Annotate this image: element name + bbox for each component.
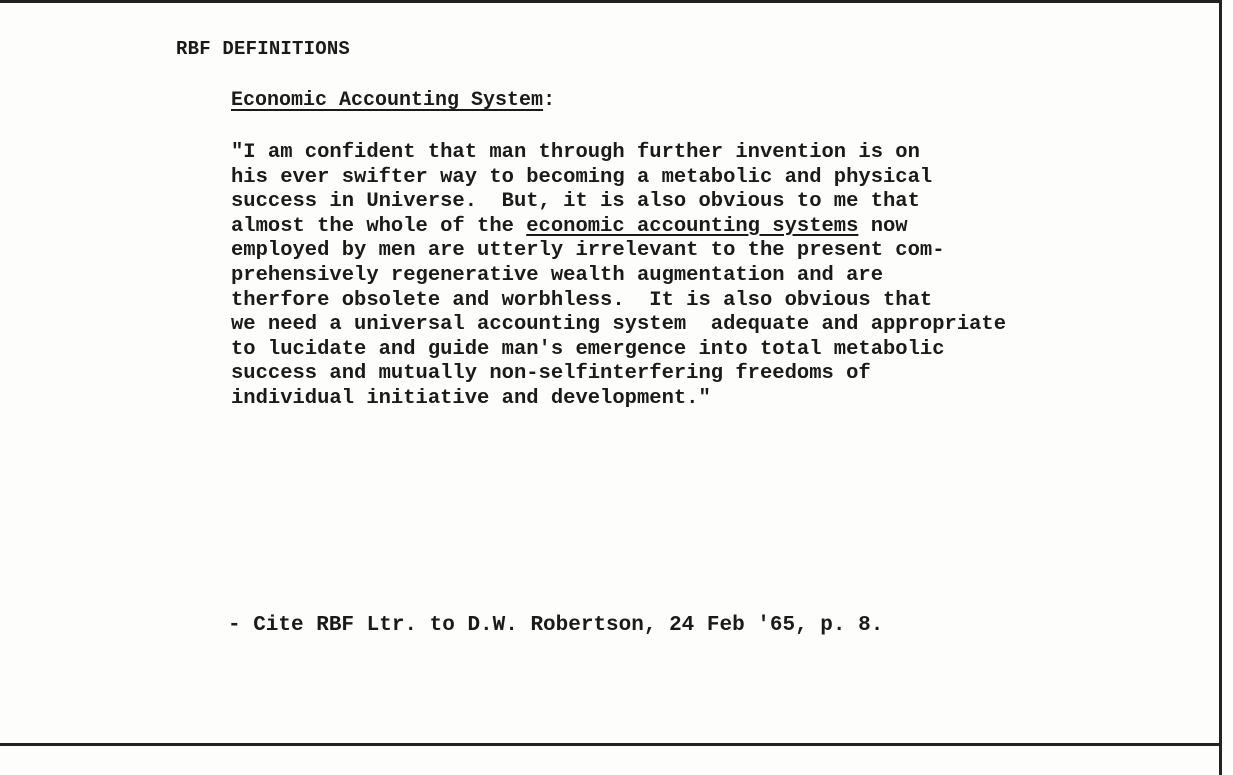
quote-line: success and mutually non-selfinterfering freedoms of [231, 362, 871, 386]
bottom-border-line [0, 743, 1222, 746]
quote-line: we need a universal accounting system adequate and appropriate [231, 313, 1007, 337]
quote-text: now [858, 214, 908, 238]
quote-line [231, 215, 1191, 240]
top-border-line [0, 0, 1222, 3]
quote-text: almost the whole of the [231, 214, 527, 238]
term-heading-colon: : [543, 89, 556, 112]
underlined-phrase: economic accounting systems [526, 214, 859, 238]
citation: - Cite RBF Ltr. to D.W. Robertson, 24 Feb '65, p. 8. [228, 614, 884, 637]
right-border-line [1219, 0, 1222, 775]
quote-line: to lucidate and guide man's emergence into total metabolic [231, 337, 945, 361]
quote-line: prehensively regenerative wealth augmentation and are [231, 263, 884, 287]
quote-line: success in Universe. But, it is also obvious to me that [231, 190, 920, 214]
term-heading-text: Economic Accounting System [231, 89, 544, 112]
term-heading [231, 89, 555, 112]
quote-line: individual initiative and development." [231, 386, 711, 410]
document-header: RBF DEFINITIONS [176, 38, 351, 60]
quote-line: employed by men are utterly irrelevant to the present com- [231, 239, 945, 263]
quote-line: "I am confident that man through further invention is on [231, 141, 920, 164]
quote-line: therfore obsolete and worbhless. It is also obvious that [231, 288, 933, 312]
definition-quote [231, 141, 1191, 412]
quote-line: his ever swifter way to becoming a metabolic and physical [231, 165, 933, 189]
